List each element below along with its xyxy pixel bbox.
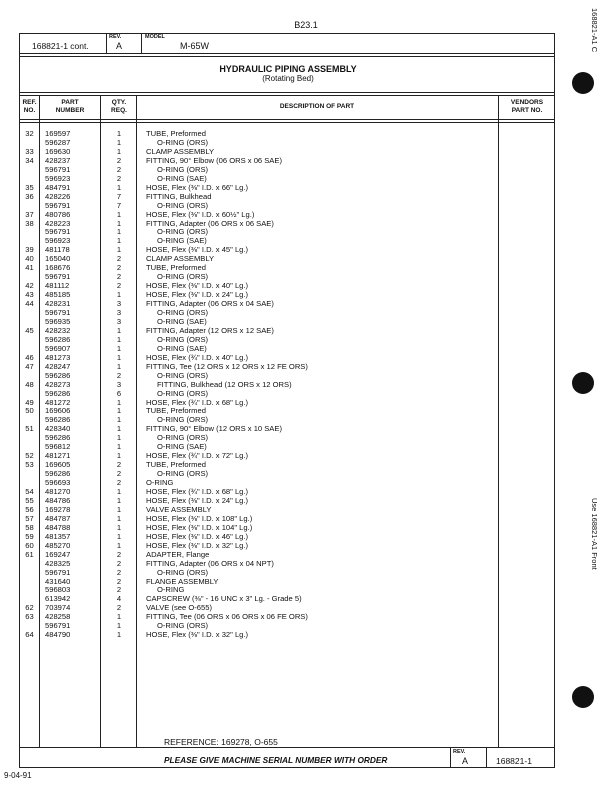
qty-cell: 2: [116, 558, 122, 568]
part-number-cell: 703974: [45, 603, 71, 613]
qty-cell: 2: [116, 173, 122, 183]
qty-cell: 2: [116, 603, 122, 613]
punch-hole: [572, 686, 594, 708]
qty-cell: 1: [116, 415, 122, 425]
ref-cell: 33: [25, 146, 34, 156]
qty-cell: 1: [116, 424, 122, 434]
qty-cell: 3: [116, 308, 122, 317]
table-row: [20, 326, 556, 335]
table-row: [20, 281, 556, 290]
ref-cell: 48: [25, 379, 34, 389]
part-number-cell: 484790: [45, 630, 71, 640]
part-number-cell: 596286: [45, 334, 71, 344]
table-row: [20, 290, 556, 299]
page-title: HYDRAULIC PIPING ASSEMBLY: [219, 64, 357, 74]
part-number-cell: 431640: [45, 576, 71, 586]
description-cell: HOSE, Flex (⅜" I.D. x 32" Lg.): [146, 630, 249, 640]
description-cell: TUBE, Preformed: [146, 460, 206, 470]
part-number-cell: 484786: [45, 495, 71, 505]
ref-cell: 59: [25, 531, 34, 541]
table-row: [20, 335, 556, 344]
part-number-cell: 169247: [45, 549, 71, 559]
description-cell: TUBE, Preformed: [146, 406, 206, 416]
part-number-cell: 428273: [45, 379, 71, 389]
ref-cell: 62: [25, 603, 34, 613]
table-row: [20, 478, 556, 487]
qty-cell: 1: [116, 352, 122, 362]
table-row: [20, 406, 556, 415]
part-number-cell: 481178: [45, 245, 70, 255]
ref-cell: 51: [25, 424, 34, 434]
table-row: [20, 541, 556, 550]
table-row: [20, 398, 556, 407]
table-row: [20, 138, 556, 147]
ref-cell: 37: [25, 209, 34, 219]
table-row: [20, 451, 556, 460]
table-row: [20, 603, 556, 612]
part-number-cell: 596791: [45, 164, 71, 174]
part-number-cell: 165040: [45, 254, 71, 264]
part-number-cell: 481112: [45, 281, 70, 291]
table-row: [20, 245, 556, 254]
table-row: [20, 577, 556, 586]
description-cell: TUBE, Preformed: [146, 129, 206, 138]
description-cell: O-RING: [146, 478, 174, 488]
part-number-cell: 484787: [45, 513, 71, 523]
qty-cell: 1: [116, 182, 122, 192]
table-row: [20, 174, 556, 183]
ref-cell: 38: [25, 218, 34, 228]
description-cell: O-RING (SAE): [157, 442, 207, 452]
table-row: [20, 559, 556, 568]
part-number-cell: 596923: [45, 173, 71, 183]
description-cell: FITTING, Bulkhead: [146, 191, 212, 201]
qty-cell: 1: [116, 146, 122, 156]
qty-cell: 2: [116, 460, 122, 470]
table-row: [20, 442, 556, 451]
rev-label-bottom: REV.: [453, 749, 466, 755]
part-number-cell: 428325: [45, 558, 71, 568]
part-number-cell: 596287: [45, 137, 71, 147]
part-number-cell: 596286: [45, 388, 71, 398]
punch-hole: [572, 372, 594, 394]
table-row: [20, 487, 556, 496]
qty-cell: 1: [116, 236, 122, 246]
part-number-cell: 169630: [45, 146, 71, 156]
qty-cell: 1: [116, 540, 122, 550]
table-row: [20, 523, 556, 532]
ref-cell: 58: [25, 522, 34, 532]
ref-cell: 32: [25, 129, 34, 138]
ref-cell: 46: [25, 352, 34, 362]
table-row: [20, 505, 556, 514]
table-row: [20, 630, 556, 639]
table-row: [20, 514, 556, 523]
qty-cell: 1: [116, 487, 122, 496]
qty-cell: 2: [116, 254, 122, 264]
description-cell: HOSE, Flex (⅜" I.D. x 24" Lg.): [146, 290, 249, 300]
part-number-cell: 613942: [45, 594, 71, 604]
qty-cell: 1: [116, 504, 122, 514]
description-cell: O-RING (ORS): [157, 567, 209, 577]
ref-cell: 64: [25, 630, 34, 640]
description-cell: O-RING (ORS): [157, 272, 209, 282]
qty-cell: 1: [116, 513, 122, 523]
table-row: [20, 227, 556, 236]
ref-cell: 56: [25, 504, 34, 514]
description-cell: O-RING (SAE): [157, 173, 207, 183]
print-date: 9-04-91: [4, 771, 32, 780]
description-cell: HOSE, Flex (⅜" I.D. x 32" Lg.): [146, 540, 249, 550]
description-cell: O-RING (ORS): [157, 308, 209, 317]
reference-note: REFERENCE: 169278, O-655: [164, 737, 278, 747]
description-cell: HOSE, Flex (¾" I.D. x 40" Lg.): [146, 352, 249, 362]
description-cell: FITTING, Adapter (12 ORS x 12 SAE): [146, 325, 274, 335]
description-cell: CAPSCREW (⅜" - 16 UNC x 3" Lg. - Grade 5): [146, 594, 302, 604]
description-cell: FITTING, 90° Elbow (06 ORS x 06 SAE): [146, 155, 282, 165]
title-block: [20, 64, 556, 83]
description-cell: O-RING (ORS): [157, 388, 209, 398]
part-number-cell: 485185: [45, 290, 71, 300]
description-cell: O-RING (ORS): [157, 370, 209, 380]
doc-number-bottom: 168821-1: [496, 756, 532, 766]
ref-cell: 40: [25, 254, 34, 264]
part-number-cell: 169278: [45, 504, 71, 514]
part-number-cell: 596693: [45, 478, 71, 488]
qty-cell: 1: [116, 290, 122, 300]
table-row: [20, 183, 556, 192]
ref-cell: 44: [25, 299, 34, 309]
ref-cell: 39: [25, 245, 34, 255]
table-row: [20, 192, 556, 201]
ref-cell: 49: [25, 397, 34, 407]
qty-cell: 2: [116, 549, 122, 559]
table-row: [20, 362, 556, 371]
table-row: [20, 254, 556, 263]
part-number-cell: 596791: [45, 567, 71, 577]
order-notice: PLEASE GIVE MACHINE SERIAL NUMBER WITH ORDER: [164, 755, 388, 765]
part-number-cell: 481273: [45, 352, 71, 362]
ref-cell: 53: [25, 460, 34, 470]
qty-cell: 1: [116, 621, 122, 631]
ref-cell: 52: [25, 451, 34, 461]
part-number-cell: 428258: [45, 612, 71, 622]
ref-cell: 55: [25, 495, 34, 505]
ref-cell: 60: [25, 540, 34, 550]
table-row: [20, 612, 556, 621]
qty-cell: 3: [116, 316, 122, 326]
table-row: [20, 424, 556, 433]
part-number-cell: 596286: [45, 433, 71, 443]
qty-cell: 1: [116, 451, 122, 461]
qty-cell: 1: [116, 522, 122, 532]
part-number-cell: 596286: [45, 370, 71, 380]
table-row: [20, 156, 556, 165]
qty-cell: 1: [116, 218, 122, 228]
description-cell: VALVE ASSEMBLY: [146, 504, 212, 514]
part-number-cell: 596791: [45, 227, 71, 237]
table-row: [20, 585, 556, 594]
description-cell: FITTING, Adapter (06 ORS x 04 SAE): [146, 299, 274, 309]
description-cell: HOSE, Flex (¾" I.D. x 68" Lg.): [146, 487, 249, 496]
description-cell: O-RING (SAE): [157, 343, 207, 353]
table-row: [20, 147, 556, 156]
qty-cell: 3: [116, 379, 122, 389]
part-number-cell: 596791: [45, 308, 71, 317]
page-subtitle: (Rotating Bed): [262, 74, 314, 83]
qty-cell: 1: [116, 433, 122, 443]
table-row: [20, 568, 556, 577]
ref-cell: 34: [25, 155, 34, 165]
ref-cell: 45: [25, 325, 34, 335]
description-cell: HOSE, Flex (⅜" I.D. x 46" Lg.): [146, 531, 249, 541]
qty-cell: 1: [116, 630, 122, 640]
rev-value-top: A: [116, 41, 123, 51]
qty-cell: 2: [116, 567, 122, 577]
part-number-cell: 484788: [45, 522, 71, 532]
description-cell: HOSE, Flex (⅜" I.D. x 40" Lg.): [146, 281, 249, 291]
part-number-cell: 168676: [45, 263, 71, 273]
part-number-cell: 596791: [45, 272, 71, 282]
qty-cell: 2: [116, 281, 122, 291]
side-note-middle: Use 168821-A1 Front: [590, 498, 599, 570]
page-label: B23.1: [294, 20, 318, 30]
col-header-vendors: VENDORS PART NO.: [510, 99, 544, 114]
table-row: [20, 129, 556, 138]
table-row: [20, 272, 556, 281]
description-cell: O-RING (ORS): [157, 227, 209, 237]
description-cell: HOSE, Flex (⅜" I.D. x 108" Lg.): [146, 513, 253, 523]
table-row: [20, 353, 556, 362]
part-number-cell: 596791: [45, 200, 71, 210]
model-value: M-65W: [180, 41, 209, 51]
part-number-cell: 169606: [45, 406, 71, 416]
qty-cell: 2: [116, 155, 122, 165]
description-cell: TUBE, Preformed: [146, 263, 206, 273]
qty-cell: 1: [116, 495, 122, 505]
description-cell: FITTING, Adapter (06 ORS x 04 NPT): [146, 558, 274, 568]
description-cell: FITTING, Bulkhead (12 ORS x 12 ORS): [157, 379, 292, 389]
table-row: [20, 344, 556, 353]
qty-cell: 1: [116, 325, 122, 335]
part-number-cell: 428231: [45, 299, 71, 309]
qty-cell: 7: [116, 200, 122, 210]
description-cell: FITTING, 90° Elbow (12 ORS x 10 SAE): [146, 424, 282, 434]
description-cell: O-RING (ORS): [157, 164, 209, 174]
col-header-part: PART NUMBER: [55, 99, 85, 114]
table-row: [20, 210, 556, 219]
qty-cell: 2: [116, 263, 122, 273]
part-number-cell: 484791: [45, 182, 71, 192]
qty-cell: 1: [116, 209, 122, 219]
col-header-description: DESCRIPTION OF PART: [279, 103, 355, 110]
part-number-cell: 596791: [45, 621, 71, 631]
part-number-cell: 428232: [45, 325, 71, 335]
part-number-cell: 428247: [45, 361, 71, 371]
table-row: [20, 469, 556, 478]
qty-cell: 1: [116, 343, 122, 353]
description-cell: O-RING: [157, 585, 185, 595]
table-row: [20, 299, 556, 308]
description-cell: O-RING (SAE): [157, 316, 207, 326]
table-row: [20, 317, 556, 326]
part-number-cell: 596286: [45, 415, 71, 425]
part-number-cell: 596907: [45, 343, 71, 353]
qty-cell: 1: [116, 245, 122, 255]
qty-cell: 1: [116, 227, 122, 237]
qty-cell: 2: [116, 585, 122, 595]
part-number-cell: 596935: [45, 316, 71, 326]
doc-number-top: 168821-1 cont.: [32, 41, 89, 51]
description-cell: HOSE, Flex (¾" I.D. x 72" Lg.): [146, 451, 249, 461]
qty-cell: 1: [116, 442, 122, 452]
qty-cell: 2: [116, 478, 122, 488]
qty-cell: 1: [116, 531, 122, 541]
model-label: MODEL: [145, 34, 165, 40]
qty-cell: 2: [116, 164, 122, 174]
qty-cell: 2: [116, 576, 122, 586]
ref-cell: 63: [25, 612, 34, 622]
table-row: [20, 389, 556, 398]
ref-cell: 54: [25, 487, 34, 496]
ref-cell: 57: [25, 513, 34, 523]
part-number-cell: 596812: [45, 442, 71, 452]
part-number-cell: 596803: [45, 585, 71, 595]
description-cell: ADAPTER, Flange: [146, 549, 210, 559]
description-cell: HOSE, Flex (⅜" I.D. x 104" Lg.): [146, 522, 253, 532]
part-number-cell: 169597: [45, 129, 71, 138]
rev-label-top: REV.: [109, 34, 122, 40]
description-cell: CLAMP ASSEMBLY: [146, 146, 215, 156]
ref-cell: 61: [25, 549, 34, 559]
qty-cell: 1: [116, 397, 122, 407]
qty-cell: 1: [116, 361, 122, 371]
col-header-qty: QTY. REQ.: [111, 99, 127, 114]
table-row: [20, 236, 556, 245]
description-cell: FITTING, Tee (12 ORS x 12 ORS x 12 FE ORS): [146, 361, 308, 371]
rev-value-bottom: A: [462, 756, 469, 766]
part-number-cell: 596286: [45, 469, 71, 479]
part-number-cell: 481270: [45, 487, 71, 496]
qty-cell: 1: [116, 137, 122, 147]
qty-cell: 1: [116, 334, 122, 344]
qty-cell: 7: [116, 191, 122, 201]
part-number-cell: 428223: [45, 218, 71, 228]
qty-cell: 6: [116, 388, 122, 398]
part-number-cell: 481272: [45, 397, 71, 407]
description-cell: FITTING, Tee (06 ORS x 06 ORS x 06 FE ORS): [146, 612, 308, 622]
description-cell: O-RING (ORS): [157, 433, 209, 443]
qty-cell: 2: [116, 272, 122, 282]
description-cell: HOSE, Flex (⅜" I.D. x 66" Lg.): [146, 182, 249, 192]
description-cell: HOSE, Flex (⅜" I.D. x 60½" Lg.): [146, 209, 255, 219]
description-cell: O-RING (ORS): [157, 334, 209, 344]
part-number-cell: 428226: [45, 191, 71, 201]
col-header-ref: REF. NO.: [22, 99, 37, 114]
table-row: [20, 165, 556, 174]
part-number-cell: 428340: [45, 424, 71, 434]
table-row: [20, 415, 556, 424]
table-row: [20, 433, 556, 442]
description-cell: HOSE, Flex (¾" I.D. x 68" Lg.): [146, 397, 249, 407]
table-row: [20, 621, 556, 630]
table-row: [20, 371, 556, 380]
description-cell: O-RING (SAE): [157, 236, 207, 246]
ref-cell: 41: [25, 263, 34, 273]
ref-cell: 43: [25, 290, 34, 300]
table-row: [20, 263, 556, 272]
qty-cell: 2: [116, 370, 122, 380]
table-row: [20, 219, 556, 228]
table-row: [20, 460, 556, 469]
part-number-cell: 428237: [45, 155, 71, 165]
part-number-cell: 481357: [45, 531, 71, 541]
ref-cell: 42: [25, 281, 34, 291]
description-cell: VALVE (see O-655): [146, 603, 212, 613]
description-cell: O-RING (ORS): [157, 200, 209, 210]
part-number-cell: 480786: [45, 209, 71, 219]
ref-cell: 47: [25, 361, 34, 371]
qty-cell: 1: [116, 612, 122, 622]
description-cell: HOSE, Flex (⅜" I.D. x 24" Lg.): [146, 495, 249, 505]
table-row: [20, 380, 556, 389]
part-number-cell: 481271: [45, 451, 71, 461]
description-cell: FITTING, Adapter (06 ORS x 06 SAE): [146, 218, 274, 228]
part-number-cell: 169605: [45, 460, 71, 470]
description-cell: CLAMP ASSEMBLY: [146, 254, 215, 264]
description-cell: O-RING (ORS): [157, 469, 209, 479]
parts-list-frame: [19, 33, 555, 768]
table-row: [20, 532, 556, 541]
table-row: [20, 550, 556, 559]
description-cell: FLANGE ASSEMBLY: [146, 576, 219, 586]
qty-cell: 4: [116, 594, 122, 604]
part-number-cell: 596923: [45, 236, 71, 246]
table-row: [20, 308, 556, 317]
punch-hole: [572, 72, 594, 94]
ref-cell: 36: [25, 191, 34, 201]
description-cell: O-RING (ORS): [157, 415, 209, 425]
part-number-cell: 485270: [45, 540, 71, 550]
qty-cell: 2: [116, 469, 122, 479]
description-cell: O-RING (ORS): [157, 137, 209, 147]
description-cell: HOSE, Flex (⅜" I.D. x 45" Lg.): [146, 245, 249, 255]
table-row: [20, 496, 556, 505]
qty-cell: 1: [116, 406, 122, 416]
description-cell: O-RING (ORS): [157, 621, 209, 631]
side-note-top: 168821-A1 C: [590, 8, 599, 53]
ref-cell: 35: [25, 182, 34, 192]
table-row: [20, 201, 556, 210]
qty-cell: 1: [116, 129, 122, 138]
table-row: [20, 594, 556, 603]
qty-cell: 3: [116, 299, 122, 309]
ref-cell: 50: [25, 406, 34, 416]
